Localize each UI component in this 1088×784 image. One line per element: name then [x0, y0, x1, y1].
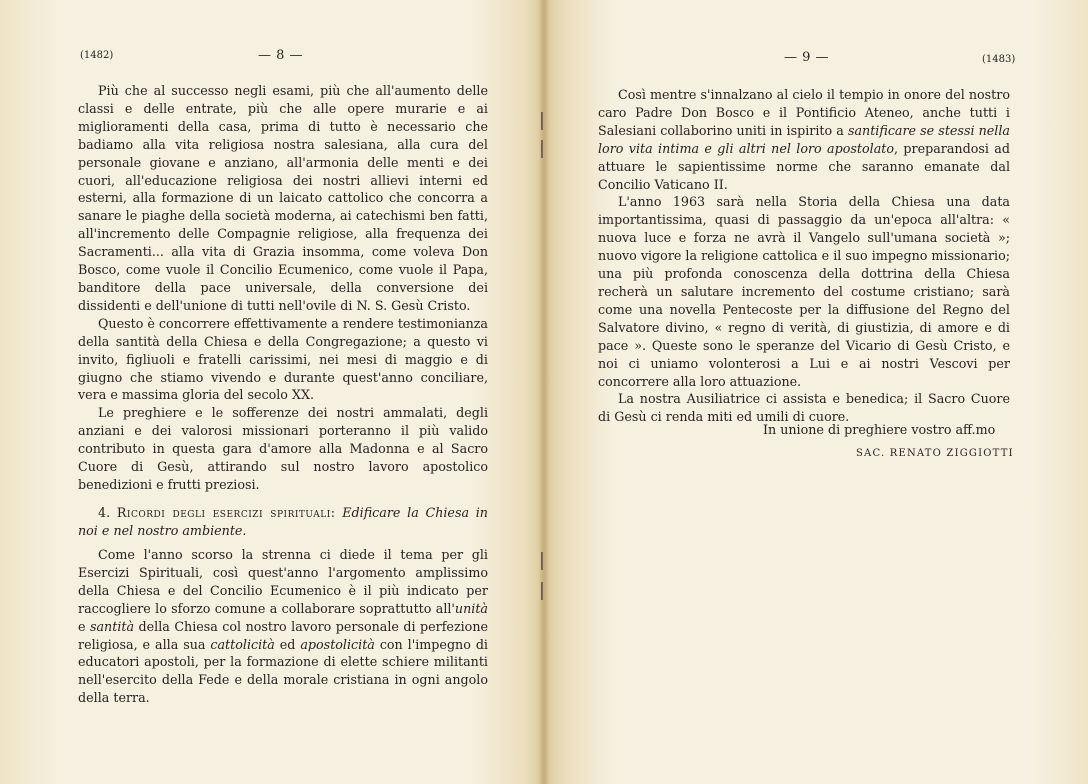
left-body [78, 82, 488, 494]
text-run: e [78, 618, 90, 634]
signature: SAC. RENATO ZIGGIOTTI [856, 448, 1014, 459]
emphasis-cattolicita: cattolicità [210, 636, 275, 652]
closing-line: In unione di preghiere vostro aff.mo [763, 422, 996, 437]
right-paragraph-1 [598, 86, 1010, 193]
right-paragraph-3: La nostra Ausiliatrice ci assista e benedica; il Sacro Cuore di Gesù ci renda miti ed umili di cuore. [598, 391, 1010, 425]
right-body [598, 86, 1010, 426]
right-page-ref: (1483) [982, 54, 1016, 65]
text-run: della Chiesa col nostro lavoro personale di perfezione religiosa, e alla sua [78, 618, 488, 652]
right-page [544, 0, 1088, 784]
left-paragraph-1: Più che al successo negli esami, più che all'aumento delle classi e delle entrate, più che alle opere murarie e ai miglioramenti della casa, prima di tutto è necessario che badiamo alla vita religiosa nostra salesiana, alla cura del personale giovane e anziano, all'armonia delle menti e dei cuori, all'educazione religiosa dei nostri allievi interni ed esterni, alla formazione di un laicato cattolico che concorra a sanare le piaghe della società moderna, ai catechismi ben fatti, all'incremento delle Compagnie religiose, alla frequenza dei Sacramenti... alla vita di Grazia insomma, come voleva Don Bosco, come vuole il Concilio Ecumenico, come vuole il Papa, banditore della pace universale, della conversione dei dissidenti e dell'unione di tutti nell'ovile di N. S. Gesù Cristo. [78, 83, 488, 313]
section-label: Ricordi degli esercizi spirituali: [116, 505, 336, 520]
left-page-ref: (1482) [80, 50, 114, 61]
book-gutter [538, 0, 550, 784]
section-title: Edificare la Chiesa in noi e nel nostro ambiente. [78, 505, 488, 538]
section-paragraph [78, 546, 488, 707]
text-run: , preparandosi ad attuare le sapientissime norme che saranno emanate dal Concilio Vaticano II. [598, 140, 1010, 192]
emphasis-unita: unità [454, 600, 488, 616]
left-paragraph-2: Questo è concorrere effettivamente a rendere testimonianza della santità della Chiesa e della Congregazione; a questo vi invito, figliuoli e fratelli carissimi, nei mesi di maggio e di giugno che stiamo vivendo e durante quest'anno conciliare, vera e massima gloria del secolo XX. [78, 315, 488, 403]
section-heading [78, 504, 488, 540]
text-run: con l'impegno di educatori apostoli, per la formazione di elette schiere militanti nell'esercito della Fede e della morale cristiana in ogni angolo della terra. [78, 636, 488, 706]
text-run: Come l'anno scorso la strenna ci diede il tema per gli Esercizi Spirituali, così quest'anno l'argomento amplissimo della Chiesa e del Concilio Ecumenico è il più indicato per raccogliere lo sforzo comune a collaborare soprattutto all' [78, 547, 488, 616]
right-page-number: — 9 — [784, 50, 830, 65]
left-paragraph-3: Le preghiere e le sofferenze dei nostri ammalati, degli anziani e dei valorosi missionari porteranno il più valido contributo in questa gara d'amore alla Madonna e al Sacro Cuore di Gesù, attirando sul nostro lavoro apostolico benedizioni e frutti preziosi. [78, 405, 488, 492]
emphasis-apostolicita: apostolicità [300, 636, 375, 652]
emphasis-santita: santità [89, 618, 135, 634]
section-number: 4. [98, 505, 111, 520]
text-run: Così mentre s'innalzano al cielo il tempio in onore del nostro caro Padre Don Bosco e il Pontificio Ateneo, anche tutti i Salesiani collaborino uniti in ispirito a [598, 87, 1010, 138]
text-run: ed [274, 636, 301, 652]
section-body [78, 546, 488, 707]
left-page-number: — 8 — [258, 48, 304, 63]
emphasis-santificare: santificare se stessi nella loro vita intima e gli altri nel loro apostolato [598, 122, 1010, 156]
right-paragraph-2: L'anno 1963 sarà nella Storia della Chiesa una data importantissima, quasi di passaggio da un'epoca all'altra: « nuova luce e forza ne avrà il Vangelo sull'umana società »; nuovo vigore la religione cattolica e il suo impegno missionario; una più profonda conoscenza della dottrina della Chiesa recherà un salutare incremento del costume cristiano; sarà come una novella Pentecoste per la diffusione del Regno del Salvatore divino, « regno di verità, di giustizia, di amore e di pace ». Queste sono le speranze del Vicario di Gesù Cristo, e noi ci uniamo volonterosi a Lui e ai nostri Vescovi per concorrere alla loro attuazione. [598, 194, 1010, 389]
